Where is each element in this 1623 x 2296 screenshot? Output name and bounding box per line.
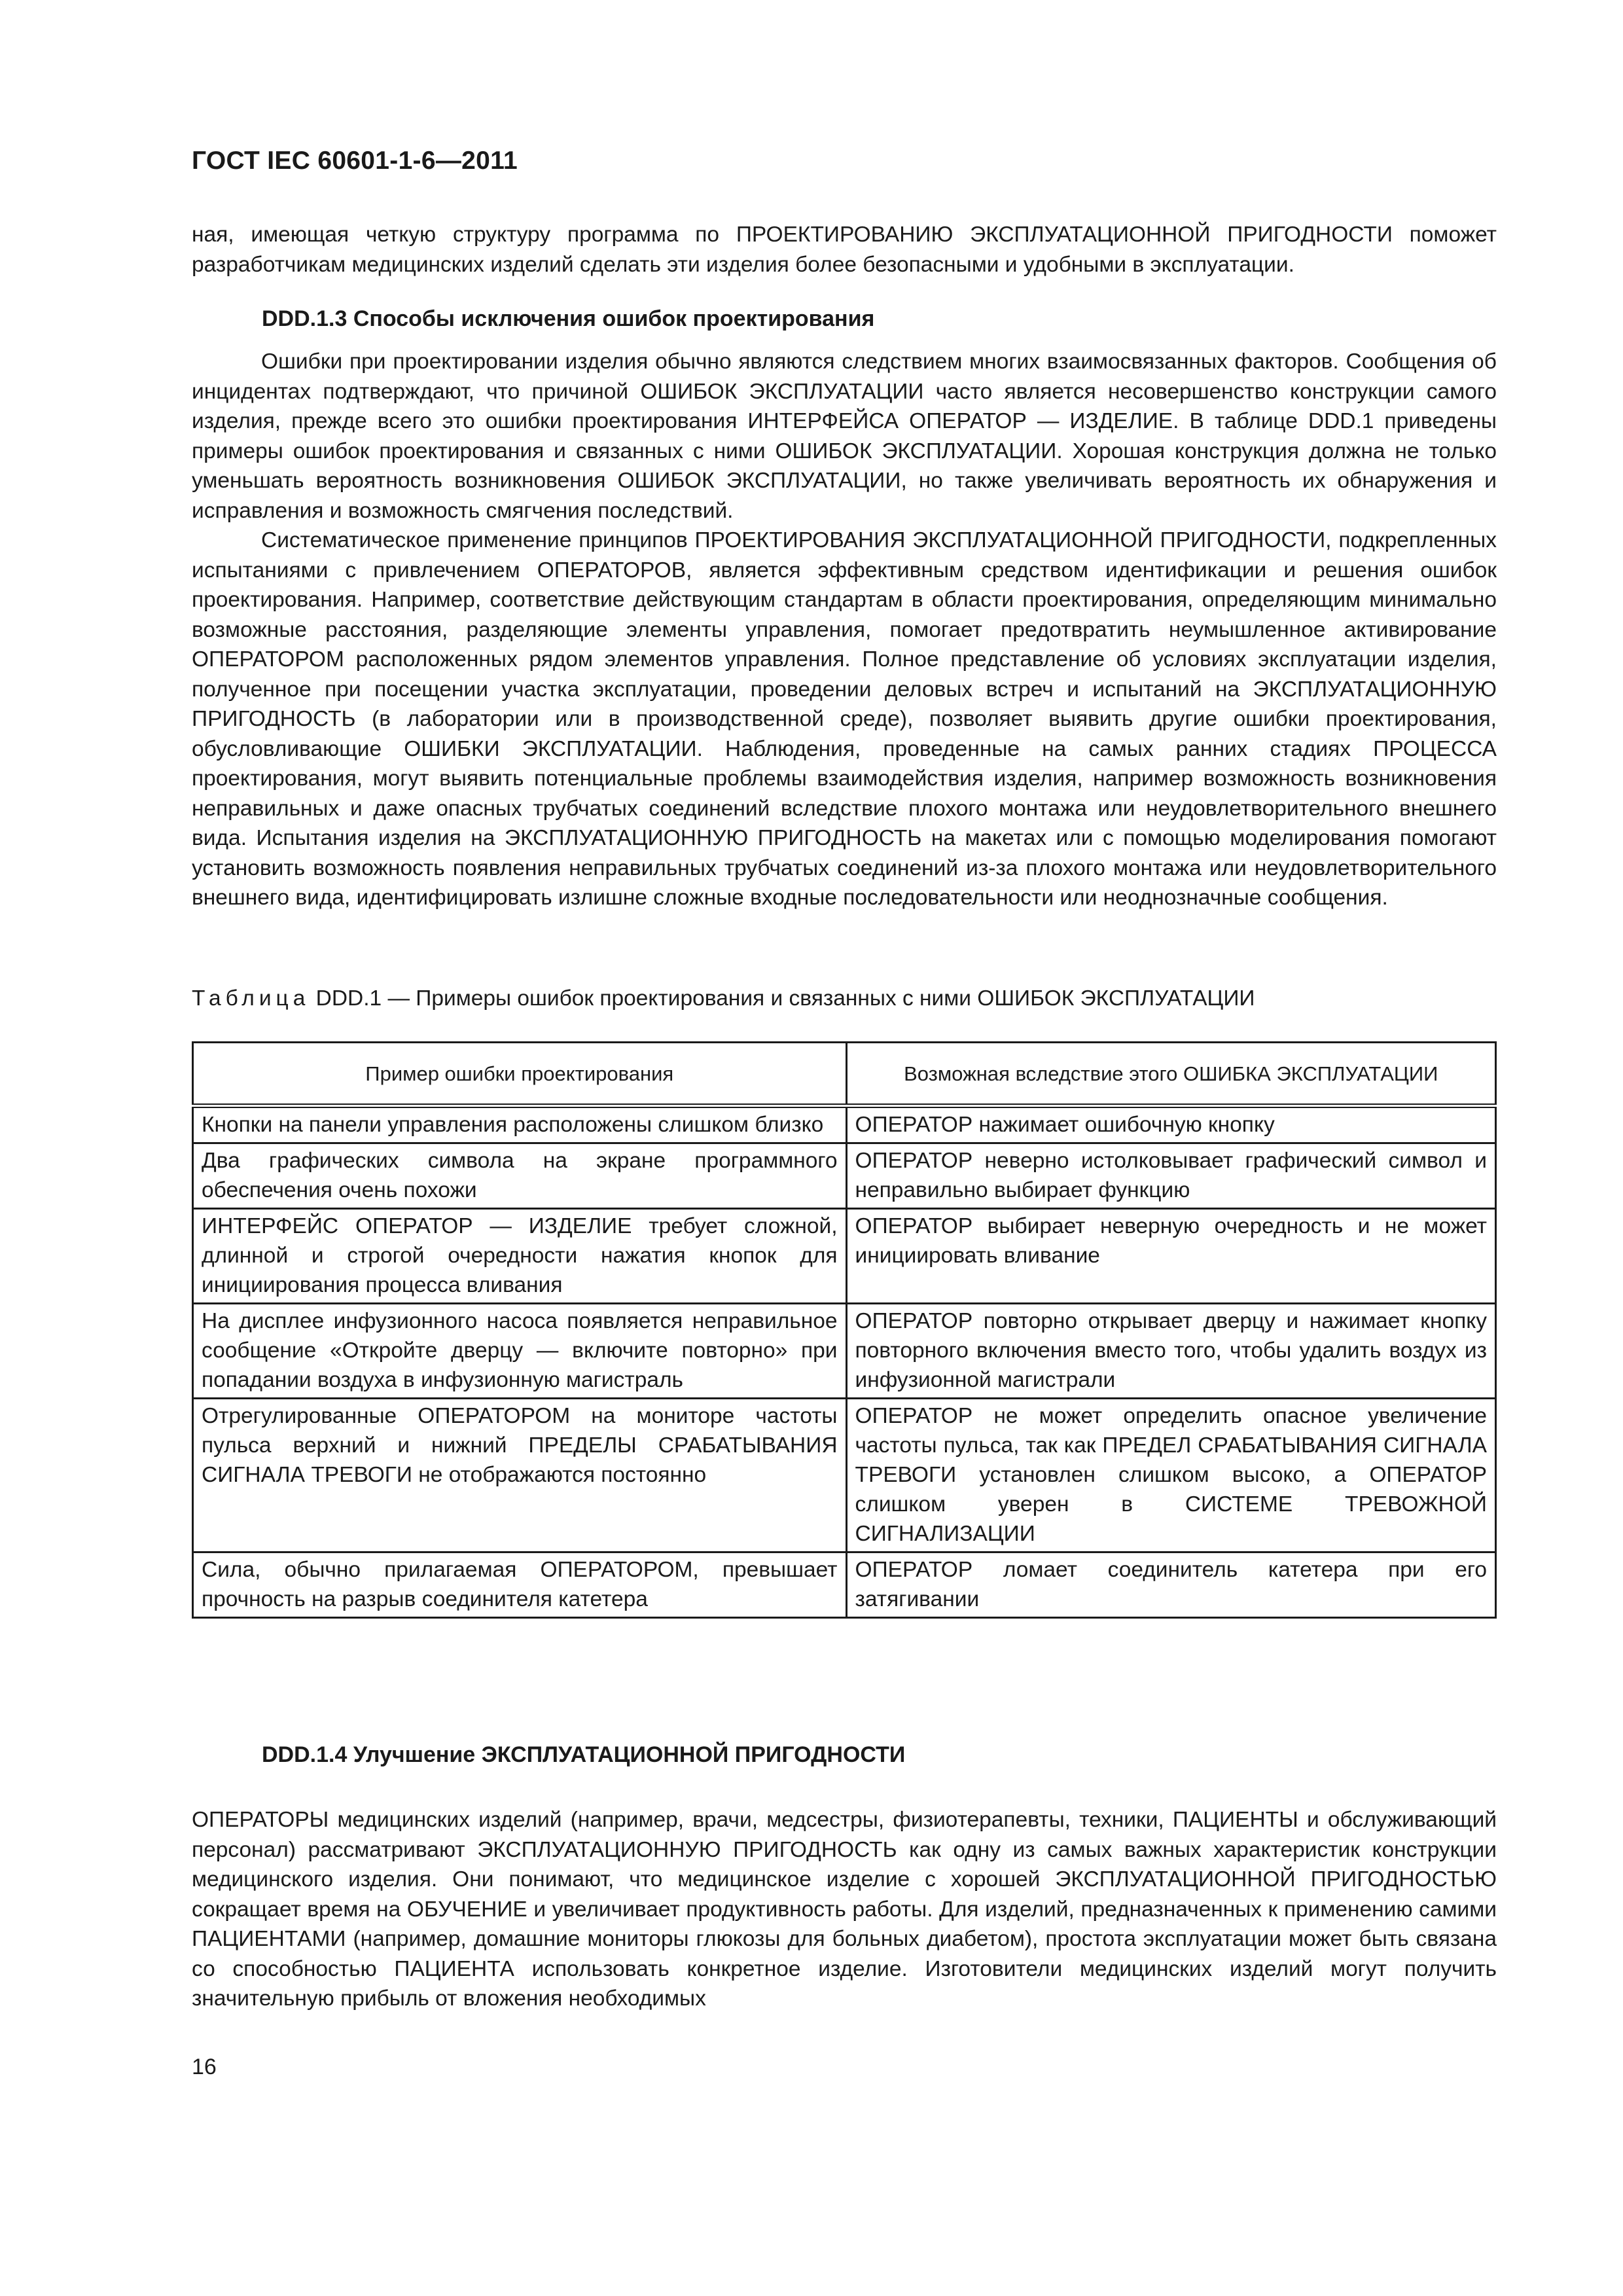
- table-cell: Два графических символа на экране программного обеспечения очень похожи: [193, 1143, 847, 1209]
- section-1-4-paragraph: ОПЕРАТОРЫ медицинских изделий (например, врачи, медсестры, физиотерапевты, техники, ПАЦИЕНТЫ и обслуживающий персонал) рассматривают ЭКСПЛУАТАЦИОННУЮ ПРИГОДНОСТЬ как одну из самых важных характеристик конструкции медицинского изделия. Они понимают, что медицинское изделие с хорошей ЭКСПЛУАТАЦИОННОЙ ПРИГОДНОСТЬЮ сокращает время на ОБУЧЕНИЕ и увеличивает продуктивность работы. Для изделий, предназначенных к применению самими ПАЦИЕНТАМИ (например, домашние мониторы глюкозы для больных диабетом), простота эксплуатации может быть связана со способностью ПАЦИЕНТА использовать конкретное изделие. Изготовители медицинских изделий могут получить значительную прибыль от вложения необходимых: [192, 1808, 1497, 2011]
- section-title-1-3: DDD.1.3 Способы исключения ошибок проектирования: [262, 306, 875, 331]
- table-caption-label: Таблица: [192, 986, 310, 1011]
- table-row: [193, 1209, 1496, 1304]
- table-cell: ОПЕРАТОР ломает соединитель катетера при его затягивании: [846, 1552, 1495, 1618]
- table-row: [193, 1552, 1496, 1618]
- table-caption-text: DDD.1 — Примеры ошибок проектирования и связанных с ними ОШИБОК ЭКСПЛУАТАЦИИ: [310, 986, 1255, 1011]
- table-cell: ИНТЕРФЕЙС ОПЕРАТОР — ИЗДЕЛИЕ требует сложной, длинной и строгой очередности нажатия кнопок для инициирования процесса вливания: [193, 1209, 847, 1304]
- section-1-3-paragraph-1: Ошибки при проектировании изделия обычно являются следствием многих взаимосвязанных факторов. Сообщения об инцидентах подтверждают, что причиной ОШИБОК ЭКСПЛУАТАЦИИ часто является несовершенство конструкции самого изделия, прежде всего это ошибки проектирования ИНТЕРФЕЙСА ОПЕРАТОР — ИЗДЕЛИЕ. В таблице DDD.1 приведены примеры ошибок проектирования и связанных с ними ОШИБОК ЭКСПЛУАТАЦИИ. Хорошая конструкция должна не только уменьшать вероятность возникновения ОШИБОК ЭКСПЛУАТАЦИИ, но также увеличивать вероятность их обнаружения и исправления и возможность смягчения последствий.: [192, 350, 1497, 523]
- document-header: ГОСТ IEC 60601-1-6—2011: [192, 147, 518, 175]
- table-row: [193, 1106, 1496, 1143]
- intro-paragraph: ная, имеющая четкую структуру программа по ПРОЕКТИРОВАНИЮ ЭКСПЛУАТАЦИОННОЙ ПРИГОДНОСТИ поможет разработчикам медицинских изделий сделать эти изделия более безопасными и удобными в эксплуатации.: [192, 223, 1497, 277]
- table-cell: Кнопки на панели управления расположены слишком близко: [193, 1106, 847, 1143]
- table-row: [193, 1143, 1496, 1209]
- table-cell: Сила, обычно прилагаемая ОПЕРАТОРОМ, превышает прочность на разрыв соединителя катетера: [193, 1552, 847, 1618]
- intro-text: [192, 220, 1497, 279]
- errors-table: [192, 1041, 1497, 1619]
- table-cell: Отрегулированные ОПЕРАТОРОМ на мониторе частоты пульса верхний и нижний ПРЕДЕЛЫ СРАБАТЫВАНИЯ СИГНАЛА ТРЕВОГИ не отображаются постоянно: [193, 1399, 847, 1552]
- table-header-design-error: Пример ошибки проектирования: [193, 1043, 847, 1106]
- section-1-3-body: [192, 347, 1497, 913]
- table-cell: ОПЕРАТОР повторно открывает дверцу и нажимает кнопку повторного включения вместо того, чтобы удалить воздух из инфузионной магистрали: [846, 1304, 1495, 1399]
- table-cell: На дисплее инфузионного насоса появляется неправильное сообщение «Откройте дверцу — включите повторно» при попадании воздуха в инфузионную магистраль: [193, 1304, 847, 1399]
- page-number: 16: [192, 2054, 217, 2079]
- section-1-4-body: [192, 1805, 1497, 2014]
- table-cell: ОПЕРАТОР нажимает ошибочную кнопку: [846, 1106, 1495, 1143]
- section-1-3-paragraph-2: Систематическое применение принципов ПРОЕКТИРОВАНИЯ ЭКСПЛУАТАЦИОННОЙ ПРИГОДНОСТИ, подкрепленных испытаниями с привлечением ОПЕРАТОРОВ, является эффективным средством идентификации и решения ошибок проектирования. Например, соответствие действующим стандартам в области проектирования, определяющим минимально возможные расстояния, разделяющие элементы управления, помогает предотвратить неумышленное активирование ОПЕРАТОРОМ расположенных рядом элементов управления. Полное представление об условиях эксплуатации изделия, полученное при посещении участка эксплуатации, проведении деловых встреч и испытаний на ЭКСПЛУАТАЦИОННУЮ ПРИГОДНОСТЬ (в лаборатории или в производственной среде), позволяет выявить другие ошибки проектирования, обусловливающие ОШИБКИ ЭКСПЛУАТАЦИИ. Наблюдения, проведенные на самых ранних стадиях ПРОЦЕССА проектирования, могут выявить потенциальные проблемы взаимодействия изделия, например возможность возникновения неправильных и даже опасных трубчатых соединений вследствие плохого монтажа или неудовлетворительного внешнего вида. Испытания изделия на ЭКСПЛУАТАЦИОННУЮ ПРИГОДНОСТЬ на макетах или с помощью моделирования помогают установить возможность появления неправильных трубчатых соединений из-за плохого монтажа или неудовлетворительного внешнего вида, идентифицировать излишне сложные входные последовательности или неоднозначные сообщения.: [192, 528, 1497, 910]
- table-row: [193, 1304, 1496, 1399]
- table-header-use-error: Возможная вследствие этого ОШИБКА ЭКСПЛУАТАЦИИ: [846, 1043, 1495, 1106]
- table-cell: ОПЕРАТОР не может определить опасное увеличение частоты пульса, так как ПРЕДЕЛ СРАБАТЫВАНИЯ СИГНАЛА ТРЕВОГИ установлен слишком высоко, а ОПЕРАТОР слишком уверен в СИСТЕМЕ ТРЕВОЖНОЙ СИГНАЛИЗАЦИИ: [846, 1399, 1495, 1552]
- table-header-row: [193, 1043, 1496, 1106]
- section-title-1-4: DDD.1.4 Улучшение ЭКСПЛУАТАЦИОННОЙ ПРИГОДНОСТИ: [262, 1742, 906, 1767]
- table-caption: [192, 986, 1255, 1011]
- table-cell: ОПЕРАТОР выбирает неверную очередность и не может инициировать вливание: [846, 1209, 1495, 1304]
- table-row: [193, 1399, 1496, 1552]
- table-cell: ОПЕРАТОР неверно истолковывает графический символ и неправильно выбирает функцию: [846, 1143, 1495, 1209]
